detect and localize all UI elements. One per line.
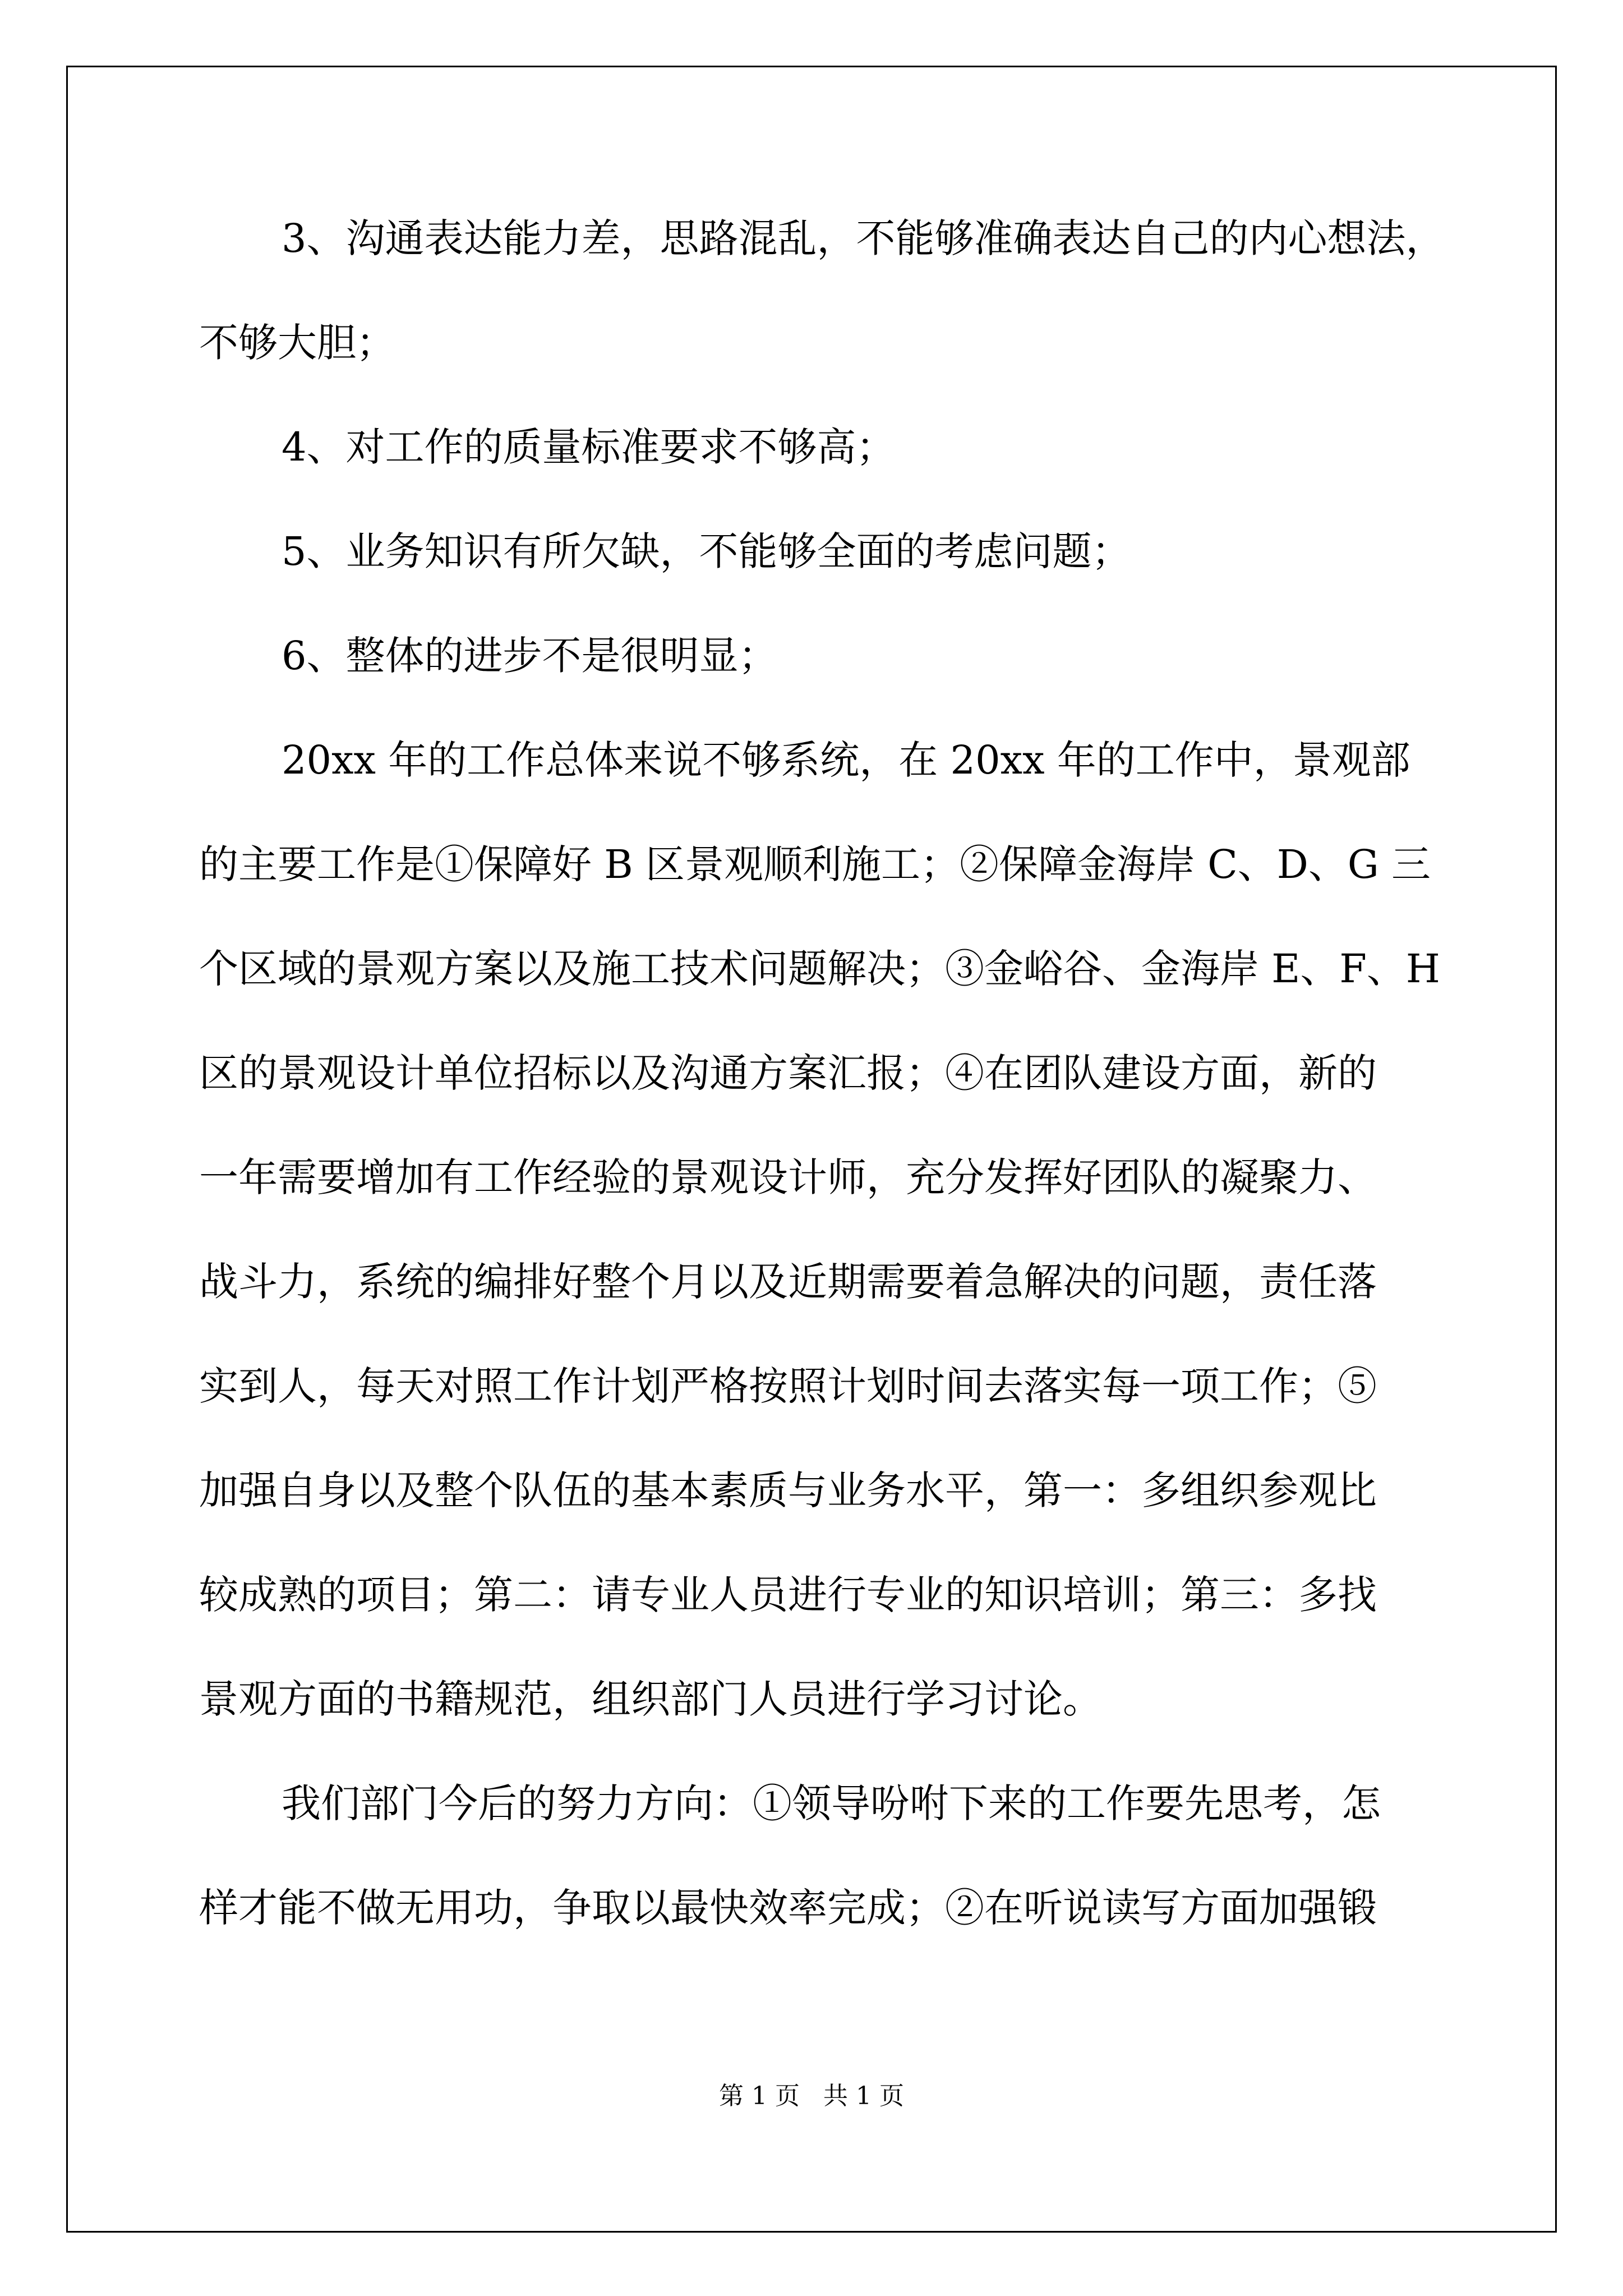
text-line: 20xx 年的工作总体来说不够系统，在 20xx 年的工作中，景观部 — [282, 737, 1410, 783]
text-line: 区的景观设计单位招标以及沟通方案汇报；④在团队建设方面，新的 — [199, 1050, 1377, 1096]
text-line: 我们部门今后的努力方向：①领导吩咐下来的工作要先思考，怎 — [282, 1780, 1381, 1826]
text-line: 一年需要增加有工作经验的景观设计师，充分发挥好团队的凝聚力、 — [199, 1154, 1377, 1200]
text-line: 战斗力，系统的编排好整个月以及近期需要着急解决的问题，责任落 — [199, 1259, 1377, 1305]
page-number-footer: 第 1 页 共 1 页 — [719, 2082, 904, 2110]
text-line: 景观方面的书籍规范，组织部门人员进行学习讨论。 — [199, 1676, 1102, 1722]
text-line: 较成熟的项目；第二：请专业人员进行专业的知识培训；第三：多找 — [199, 1572, 1377, 1618]
text-line: 6、整体的进步不是很明显； — [282, 633, 778, 679]
text-line: 的主要工作是①保障好 B 区景观顺利施工；②保障金海岸 C、D、G 三 — [199, 841, 1431, 887]
text-line: 4、对工作的质量标准要求不够高； — [282, 424, 896, 470]
text-line: 样才能不做无用功，争取以最快效率完成；②在听说读写方面加强锻 — [199, 1885, 1377, 1931]
text-line: 个区域的景观方案以及施工技术问题解决；③金峪谷、金海岸 E、F、H — [199, 946, 1440, 992]
text-line: 不够大胆； — [199, 320, 395, 366]
text-line: 加强自身以及整个队伍的基本素质与业务水平，第一：多组织参观比 — [199, 1467, 1377, 1513]
text-line: 5、业务知识有所欠缺，不能够全面的考虑问题； — [282, 528, 1131, 574]
text-line: 实到人，每天对照工作计划严格按照计划时间去落实每一项工作；⑤ — [199, 1363, 1377, 1409]
text-line: 3、沟通表达能力差，思路混乱，不能够准确表达自己的内心想法， — [282, 215, 1445, 261]
